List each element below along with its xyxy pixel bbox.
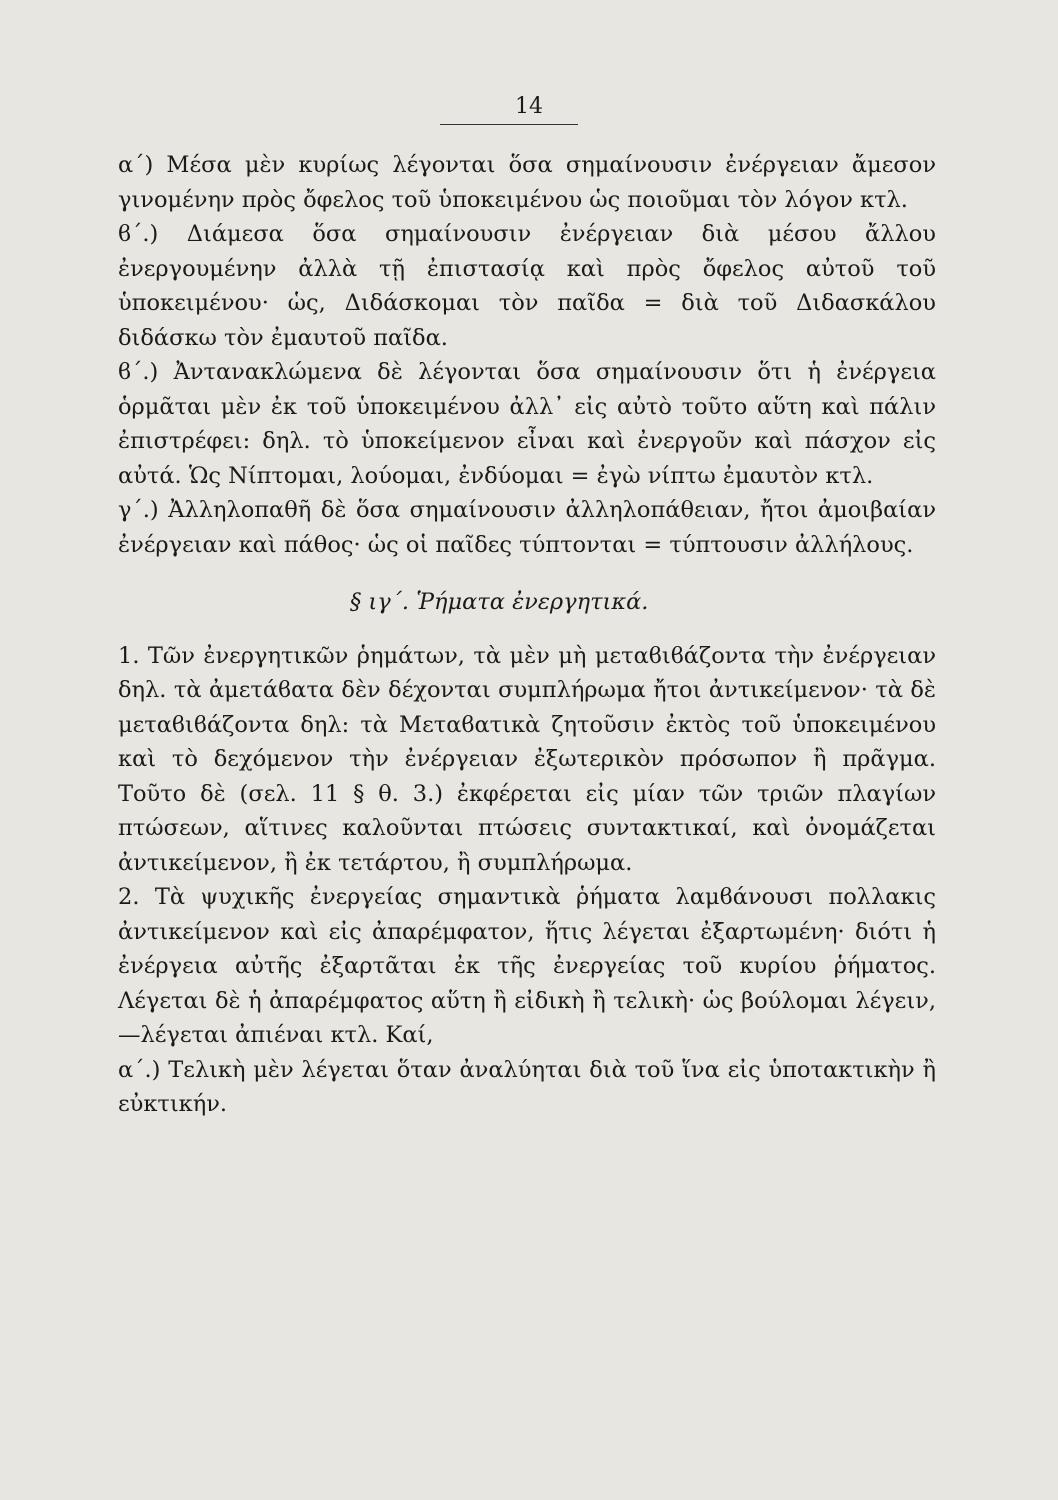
paragraph-beta-antanaklomena: ϐ΄.) Ἀντανακλώμενα δὲ λέγονται ὅσα σημαίνουσιν ὅτι ἡ ἐνέργεια ὁρμᾶται μὲν ἐκ τοῦ ὑποκειμένου ἀλλ᾽ εἰς αὐτὸ τοῦτο αὕτη καὶ πάλιν ἐπιστρέφει: δηλ. τὸ ὑποκείμενον εἶναι καὶ ἐνεργοῦν καὶ πάσχον εἰς αὐτά. Ὡς Νίπτομαι, λούομαι, ἐνδύομαι = ἐγὼ νίπτω ἐμαυτὸν κτλ. (118, 359, 936, 489)
paragraph-2: 2. Τὰ ψυχικῆς ἐνεργείας σημαντικὰ ῥήματα λαμϐάνουσι πολλακις ἀντικείμενον καὶ εἰς ἀπαρέμφατον, ἥτις λέγεται ἐξαρτωμένη· διότι ἡ ἐνέργεια αὐτῆς ἐξαρτᾶται ἐκ τῆς ἐνεργείας τοῦ κυρίου ῥήματος. Λέγεται δὲ ἡ ἀπαρέμφατος αὕτη ἢ εἰδικὴ ἢ τελικὴ· ὡς βούλομαι λέγειν,—λέγεται ἀπιέναι κτλ. Καί, (118, 884, 936, 1048)
page-number: 14 (515, 94, 543, 119)
page-text (118, 148, 936, 1122)
paragraph-beta-diamesa: ϐ΄.) Διάμεσα ὅσα σημαίνουσιν ἐνέργειαν διὰ μέσου ἄλλου ἐνεργουμένην ἀλλὰ τῇ ἐπιστασίᾳ καὶ πρὸς ὄφελος αὐτοῦ τοῦ ὑποκειμένου· ὡς, Διδάσκομαι τὸν παῖδα = διὰ τοῦ Διδασκάλου διδάσκω τὸν ἐμαυτοῦ παῖδα. (118, 221, 936, 351)
section-heading: § ιγ΄. Ῥήματα ἐνεργητικά. (350, 589, 649, 615)
paragraph-alpha-teliki: α΄.) Τελικὴ μὲν λέγεται ὅταν ἀναλύηται διὰ τοῦ ἵνα εἰς ὑποτακτικὴν ἢ εὐκτικήν. (118, 1056, 936, 1117)
paragraph-alpha: α΄) Μέσα μὲν κυρίως λέγονται ὅσα σημαίνουσιν ἐνέργειαν ἄμεσον γινομένην πρὸς ὄφελος τοῦ ὑποκειμένου ὡς ποιοῦμαι τὸν λόγον κτλ. (118, 152, 936, 213)
header-rule (440, 124, 578, 125)
paragraph-gamma: γ΄.) Ἀλληλοπαθῆ δὲ ὅσα σημαίνουσιν ἀλληλοπάθειαν, ἤτοι ἀμοιβαίαν ἐνέργειαν καὶ πάθος· ὡς οἱ παῖδες τύπτονται = τύπτουσιν ἀλλήλους. (118, 497, 936, 558)
paragraph-1: 1. Τῶν ἐνεργητικῶν ῥημάτων, τὰ μὲν μὴ μεταϐιϐάζοντα τὴν ἐνέργειαν δηλ. τὰ ἀμετάϐατα δὲν δέχονται συμπλήρωμα ἤτοι ἀντικείμενον· τὰ δὲ μεταϐιϐάζοντα δηλ: τὰ Μεταϐατικὰ ζητοῦσιν ἐκτὸς τοῦ ὑποκειμένου καὶ τὸ δεχόμενον τὴν ἐνέργειαν ἐξωτερικὸν πρόσωπον ἢ πρᾶγμα. Τοῦτο δὲ (σελ. 11 § θ. 3.) ἐκφέρεται εἰς μίαν τῶν τριῶν πλαγίων πτώσεων, αἵτινες καλοῦνται πτώσεις συντακτικαί, καὶ ὀνομάζεται ἀντικείμενον, ἢ ἐκ τετάρτου, ἢ συμπλήρωμα. (118, 642, 936, 876)
